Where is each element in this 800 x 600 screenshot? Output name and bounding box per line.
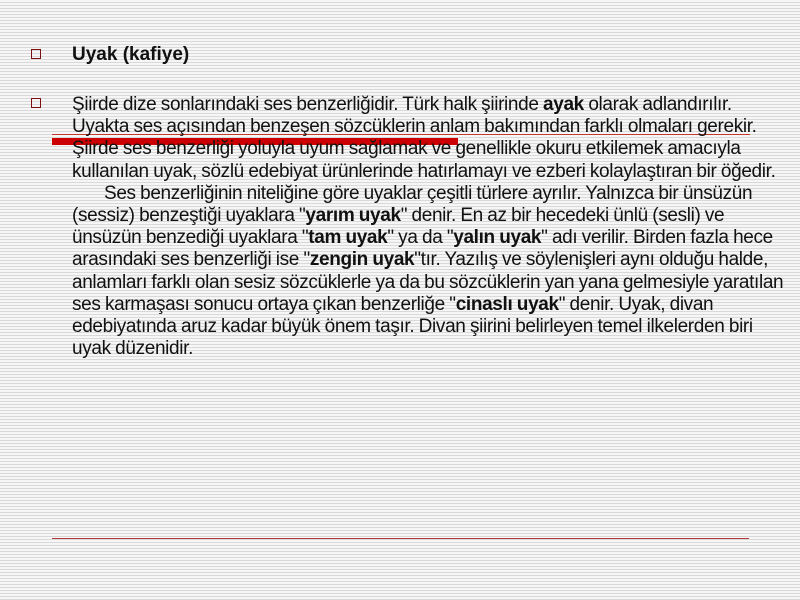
paragraph-text: Ses benzerliğinin niteliğine göre uyaklar çeşitli türlere ayrılır. Yalnızca bir ünsüzün (sessiz) benzeştiği uyaklara " — [72, 182, 753, 227]
bold-term-cinasli-uyak: cinaslı uyak — [455, 293, 559, 315]
paragraph-text: "tır. Yazılış ve söylenişleri aynı olduğu halde, anlamları farklı olan sesiz sözcüklerle ya da bu sözcüklerin yan yana gelmesiyle yaratılan ses karmaşası sonucu ortaya çıkan benzerliğe " — [72, 249, 784, 315]
bold-term-tam-uyak: tam uyak — [308, 227, 388, 249]
paragraph-text: Şiirde dize sonlarındaki ses benzerliğidir. Türk halk şiirinde — [72, 94, 544, 115]
bold-term-yarim-uyak: yarım uyak — [305, 205, 401, 227]
bold-term-yalin-uyak: yalın uyak — [453, 227, 542, 249]
square-bullet-icon — [31, 49, 41, 59]
slide-heading: Uyak (kafiye) — [72, 44, 190, 65]
bold-term-zengin-uyak: zengin uyak — [309, 249, 415, 271]
paragraph-text: " denir. En az bir hecedeki ünlü (sesli) ve ünsüzün benzediği uyaklara " — [72, 205, 725, 249]
square-bullet-icon — [31, 98, 41, 108]
footer-divider-line — [52, 538, 749, 539]
types-paragraph — [72, 183, 784, 361]
paragraph-text: olarak adlandırılır. Uyakta ses açısından benzeşen sözcüklerin anlam bakımından farklı olmaları gerekir. Şiirde ses benzerliği yoluyla uyum sağlamak ve genellikle okuru etkilemek amacıyla kullanılan uyak, sözlü edebiyat ürünlerinde hatırlamayı ve ezberi kolaylaştıran bir öğedir. — [72, 94, 776, 182]
paragraph-text: " adı verilir. Birden fazla hece arasındaki ses benzerliği ise " — [72, 227, 773, 271]
paragraph-text: " ya da " — [387, 227, 454, 249]
bold-term-ayak: ayak — [543, 94, 584, 115]
definition-paragraph — [72, 94, 784, 183]
body-text-block — [72, 94, 784, 360]
paragraph-text: " denir. Uyak, divan edebiyatında aruz kadar büyük önem taşır. Divan şiirini belirleyen temel ilkelerden biri uyak düzenidir. — [72, 293, 753, 360]
